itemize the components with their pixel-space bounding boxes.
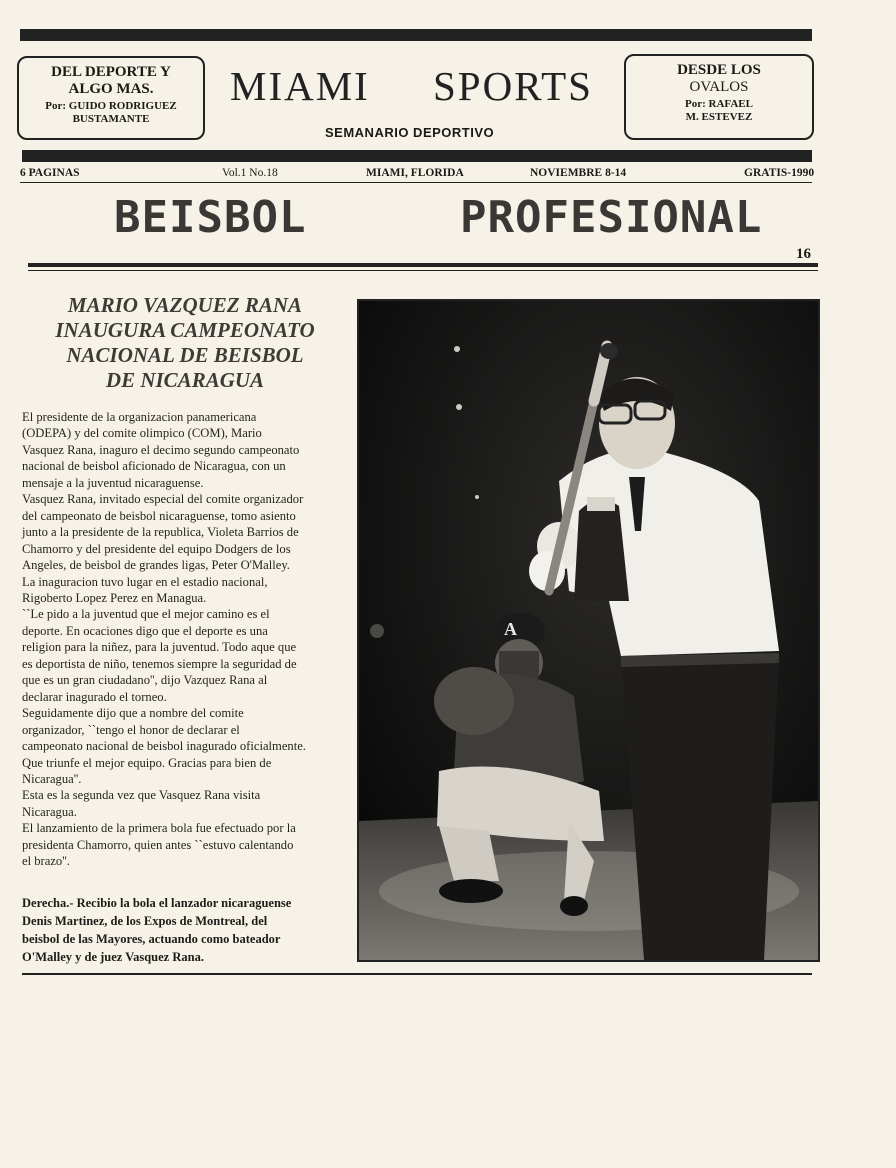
- top-rule: [20, 29, 812, 41]
- caption-line: Derecha.- Recibio la bola el lanzador nicaraguense: [22, 896, 292, 910]
- info-price: GRATIS-1990: [744, 167, 815, 179]
- left-box-title-2: ALGO MAS.: [68, 81, 154, 97]
- bottom-rule: [22, 973, 812, 975]
- left-box-byline-2: BUSTAMANTE: [72, 113, 150, 125]
- article-line: El lanzamiento de la primera bola fue efectuado por la: [22, 821, 296, 836]
- article-line: mensaje a la juventud nicaraguense.: [22, 475, 204, 490]
- section-rule-thin: [28, 270, 818, 271]
- photo-caption: [22, 894, 344, 966]
- article-line: Nicaragua.: [22, 804, 77, 819]
- article-line: campeonato nacional de beisbol inagurado oficialmente.: [22, 739, 306, 754]
- headline-line: INAUGURA CAMPEONATO: [55, 318, 315, 342]
- section-title-word-2: PROFESIONAL: [460, 192, 763, 243]
- article-line: ``Le pido a la juventud que el mejor camino es el: [22, 607, 270, 622]
- article-line: Esta es la segunda vez que Vasquez Rana visita: [22, 788, 261, 803]
- article-line: Rigoberto Lopez Perez en Managua.: [22, 590, 207, 605]
- article-line: junto a la presidente de la republica, Violeta Barrios de: [22, 525, 299, 540]
- info-pages: 6 PAGINAS: [20, 167, 80, 179]
- headline-line: NACIONAL DE BEISBOL: [66, 343, 304, 367]
- article-line: Nicaragua''.: [22, 771, 82, 786]
- article-line: La inaguracion tuvo lugar en el estadio nacional,: [22, 574, 268, 589]
- right-box-title-2: OVALOS: [689, 79, 749, 95]
- article-line: Vasquez Rana, invitado especial del comite organizador: [22, 492, 304, 507]
- left-box-byline-1: Por: GUIDO RODRIGUEZ: [45, 100, 177, 112]
- info-place: MIAMI, FLORIDA: [366, 167, 464, 179]
- article-line: nacional de beisbol aficionado de Nicaragua, con un: [22, 459, 286, 474]
- left-box-title-1: DEL DEPORTE Y: [51, 64, 171, 80]
- masthead-word-1: MIAMI: [230, 63, 370, 109]
- article-line: religion para la niñez, para la juventud. Todo aque que: [22, 640, 297, 655]
- article-line: (ODEPA) y del comite olimpico (COM), Mario: [22, 426, 262, 441]
- article-line: Angeles, de beisbol de grandes ligas, Peter O'Malley.: [22, 558, 290, 573]
- masthead-word-2: SPORTS: [433, 63, 593, 109]
- caption-line: beisbol de las Mayores, actuando como bateador: [22, 932, 281, 946]
- article-line: el brazo''.: [22, 854, 70, 869]
- article-line: declarar inagurado el torneo.: [22, 689, 167, 704]
- catcher-cap-logo: A: [504, 619, 517, 639]
- article-line: deporte. En ocaciones digo que el deporte es una: [22, 623, 268, 638]
- right-box-byline-1: Por: RAFAEL: [685, 98, 753, 110]
- right-box-title-1: DESDE LOS: [677, 62, 761, 78]
- article-line: es deportista de niño, tenemos siempre la seguridad de: [22, 656, 297, 671]
- batter-catcher-photo: [357, 299, 820, 962]
- article-line: El presidente de la organizacion panamericana: [22, 410, 257, 424]
- article-headline: [40, 293, 330, 393]
- article-line: Vasquez Rana, inaguro el decimo segundo campeonato: [22, 442, 300, 457]
- right-box-byline-2: M. ESTEVEZ: [685, 111, 753, 123]
- caption-line: Denis Martinez, de los Expos de Montreal, del: [22, 914, 268, 928]
- section-title-word-1: BEISBOL: [114, 192, 307, 243]
- masthead-bottom-rule: [22, 150, 812, 162]
- article-body: [22, 409, 344, 870]
- left-column-box: [17, 56, 205, 140]
- info-line-underline: [20, 182, 812, 183]
- masthead-subtitle: SEMANARIO DEPORTIVO: [325, 125, 495, 140]
- section-rule-thick: [28, 263, 818, 267]
- article-line: del campeonato de beisbol nicaraguense, tomo asiento: [22, 508, 296, 523]
- article-line: presidenta Chamorro, quien antes ``estuvo calentando: [22, 837, 294, 852]
- article-line: que es un gran ciudadano'', dijo Vazquez Rana al: [22, 673, 268, 688]
- info-dates: NOVIEMBRE 8-14: [530, 167, 627, 179]
- article-line: Que triunfe el mejor equipo. Gracias para bien de: [22, 755, 272, 770]
- headline-line: DE NICARAGUA: [105, 368, 265, 392]
- headline-line: MARIO VAZQUEZ RANA: [67, 293, 303, 317]
- article-line: Seguidamente dijo que a nombre del comite: [22, 706, 244, 721]
- info-volume: Vol.1 No.18: [222, 167, 278, 179]
- page-number: 16: [796, 246, 811, 262]
- article-line: organizador, ``tengo el honor de declarar el: [22, 722, 240, 737]
- article-line: Chamorro y del presidente del equipo Dodgers de los: [22, 541, 291, 556]
- right-column-box: [624, 54, 814, 140]
- photo-illustration: [359, 301, 818, 960]
- caption-line: O'Malley y de juez Vasquez Rana.: [22, 950, 204, 964]
